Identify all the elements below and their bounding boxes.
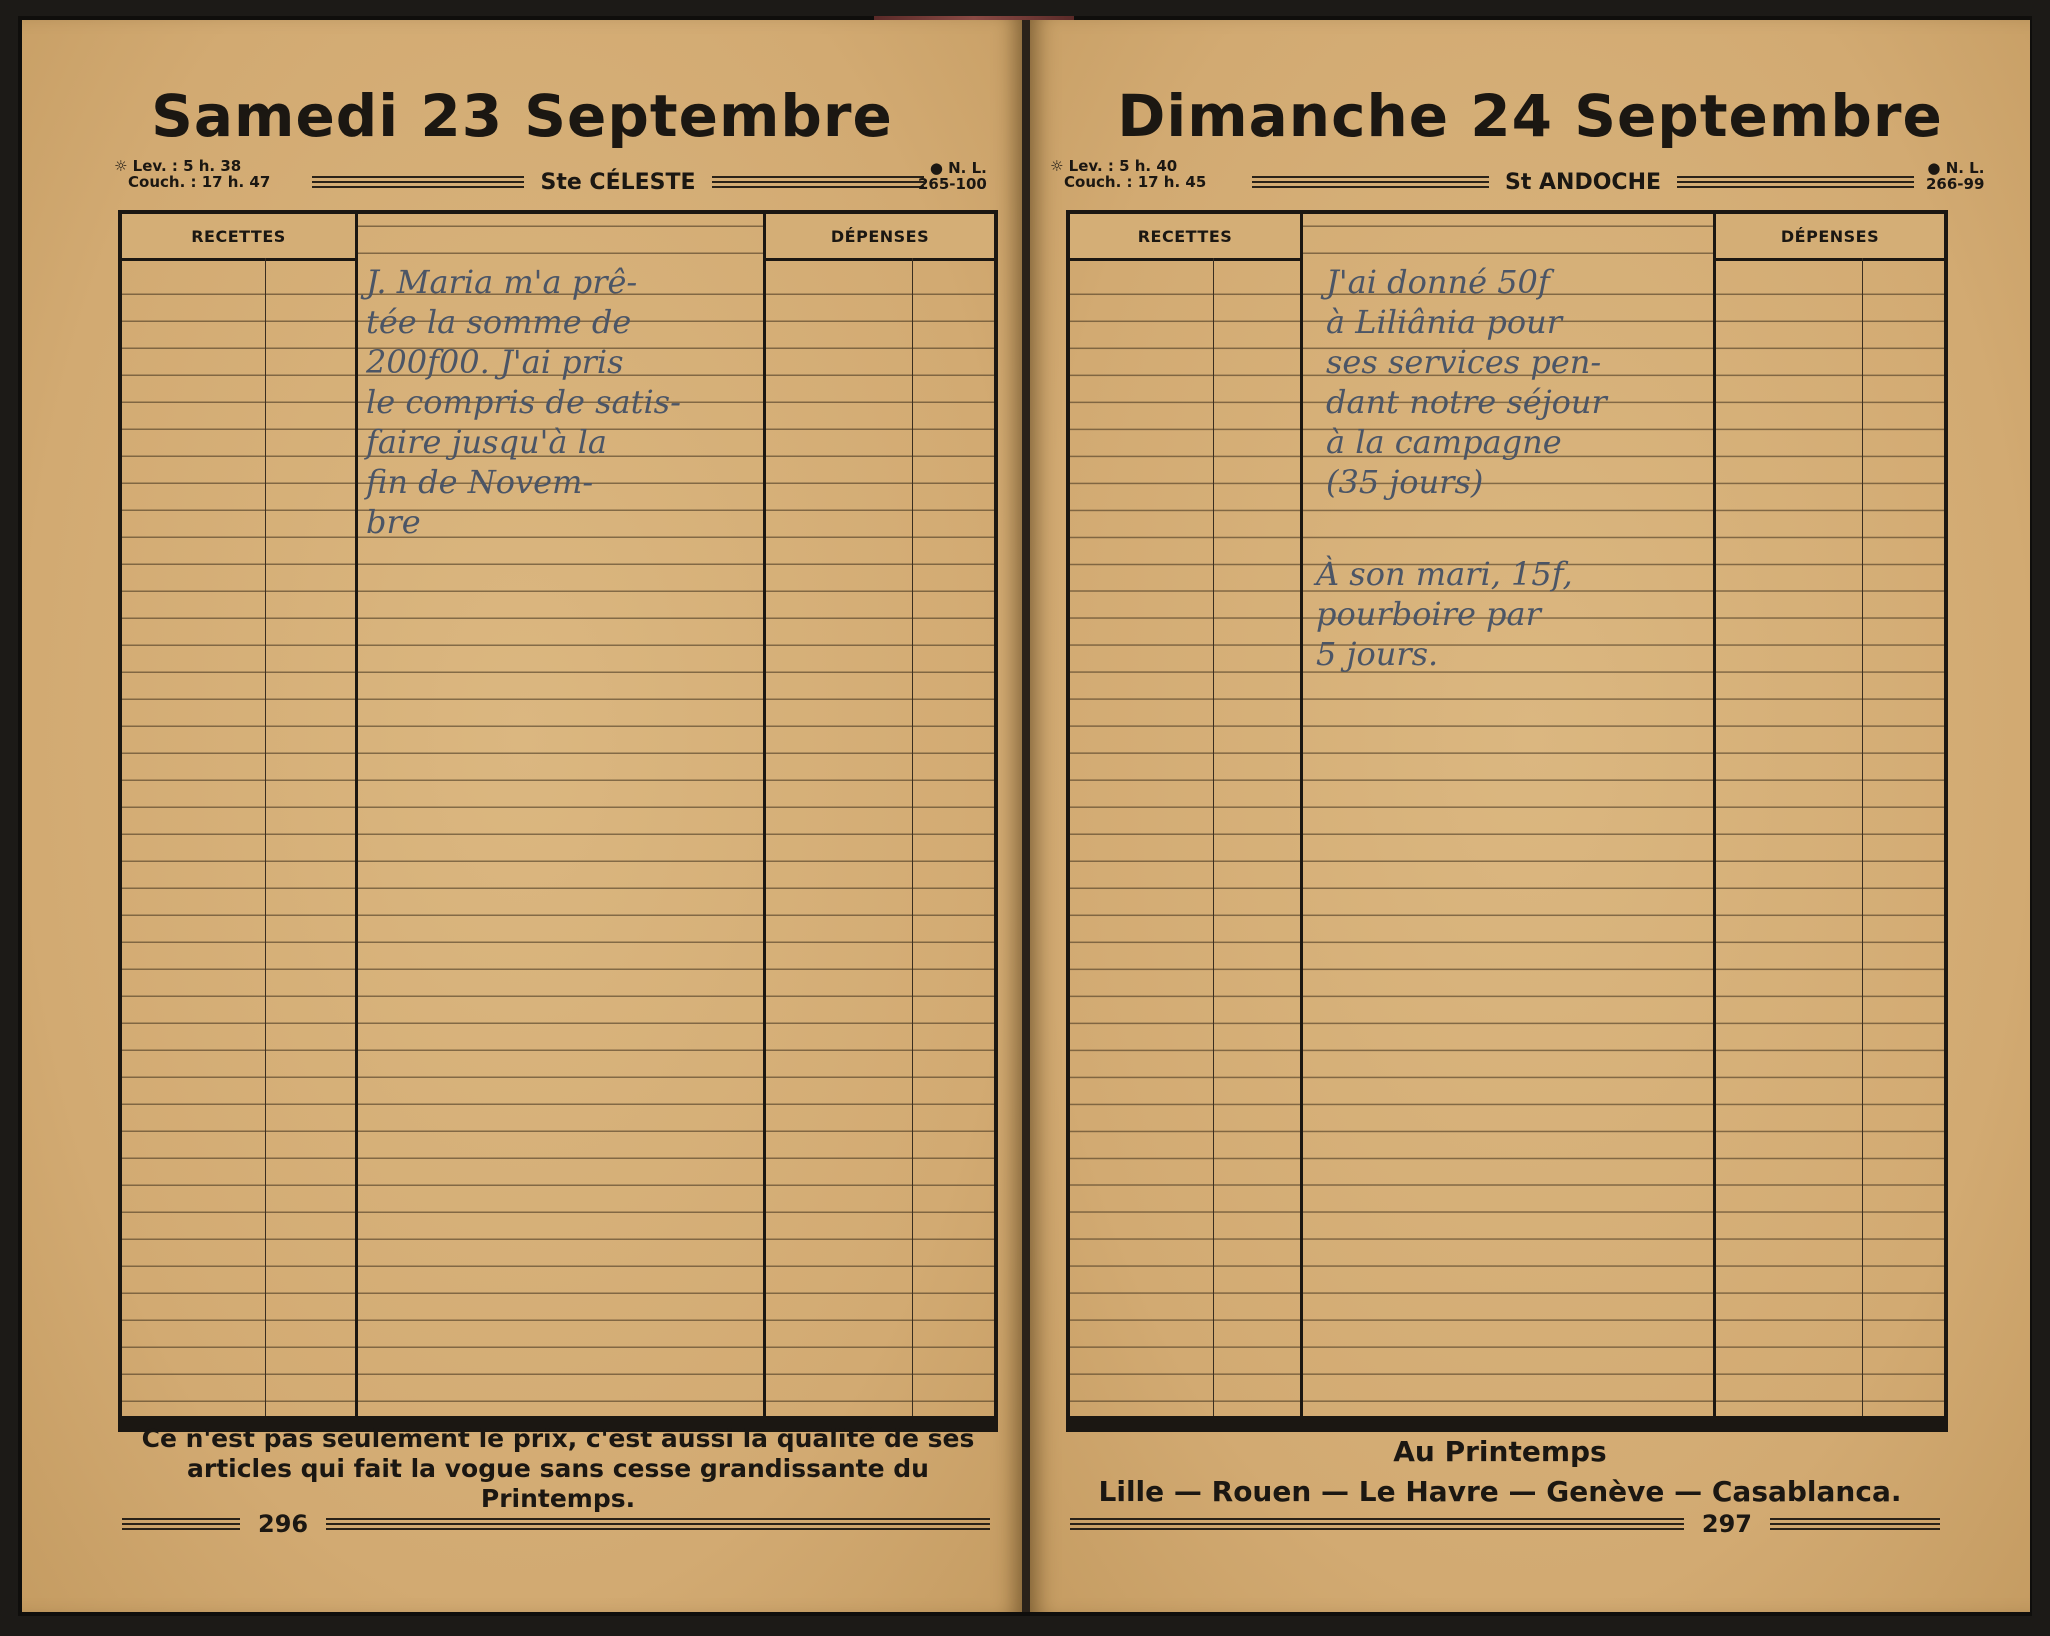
income-column-header: RECETTES <box>1070 214 1300 261</box>
left-day-title: Samedi 23 Septembre <box>151 82 893 150</box>
column-divider <box>1713 214 1716 1416</box>
cents-divider <box>265 258 266 1416</box>
double-rule <box>1677 176 1914 188</box>
double-rule <box>326 1518 990 1530</box>
expenses-column-header: DÉPENSES <box>1716 214 1944 261</box>
handwritten-note: À son mari, 15f, pourboire par 5 jours. <box>1316 555 1573 673</box>
expenses-column-header: DÉPENSES <box>766 214 994 261</box>
right-page <box>1030 20 2030 1612</box>
right-saint-row <box>1252 170 1914 194</box>
column-divider <box>355 214 358 1416</box>
moon-phase: N. L. <box>948 159 987 177</box>
page-number: 297 <box>1701 1510 1752 1538</box>
double-rule <box>1252 176 1489 188</box>
right-sun-times <box>1050 158 1206 190</box>
double-rule <box>712 176 924 188</box>
handwritten-note: J. Maria m'a prê- tée la somme de 200f00. J'ai pris le compris de satis- faire jusqu'à la fin de Novem- bre <box>366 263 681 541</box>
sunset-time: Couch. : 17 h. 45 <box>1064 173 1207 191</box>
double-rule <box>1770 1518 1940 1530</box>
right-footer-cities: Lille — Rouen — Le Havre — Genève — Casablanca. <box>1098 1475 1902 1508</box>
left-page-number-row <box>122 1512 990 1536</box>
column-divider <box>763 214 766 1416</box>
left-footer-slogan: Ce n'est pas seulement le prix, c'est aussi la qualité de ses articles qui fait la vogue sans cesse grandissante du Printemps. <box>141 1424 975 1513</box>
sunset-time: Couch. : 17 h. 47 <box>128 173 271 191</box>
open-diary <box>18 16 2032 1616</box>
double-rule <box>312 176 524 188</box>
left-moon-info <box>918 160 987 192</box>
cents-divider <box>1862 258 1863 1416</box>
left-page <box>22 20 1022 1612</box>
sun-icon: ☼ <box>114 157 133 175</box>
handwritten-note: J'ai donné 50f à Liliânia pour ses services pen- dant notre séjour à la campagne (35 jours) <box>1326 263 1607 501</box>
day-count: 266-99 <box>1926 175 1985 193</box>
right-page-number-row <box>1070 1512 1940 1536</box>
moon-icon: ● <box>1927 159 1946 177</box>
right-footer-store: Au Printemps <box>1393 1435 1607 1468</box>
left-ledger-grid <box>118 210 998 1420</box>
left-sun-times <box>114 158 270 190</box>
page-number: 296 <box>258 1510 309 1538</box>
right-day-title: Dimanche 24 Septembre <box>1117 82 1943 150</box>
double-rule <box>1070 1518 1684 1530</box>
column-divider <box>1300 214 1303 1416</box>
cents-divider <box>912 258 913 1416</box>
income-column-header: RECETTES <box>122 214 355 261</box>
moon-icon: ● <box>929 159 949 177</box>
grid-bottom-bar <box>1066 1420 1948 1432</box>
right-ledger-grid <box>1066 210 1948 1420</box>
sun-icon: ☼ <box>1050 157 1069 175</box>
double-rule <box>122 1518 240 1530</box>
book-gutter <box>1022 20 1030 1612</box>
day-count: 265-100 <box>918 175 987 193</box>
saint-of-day: Ste CÉLESTE <box>540 169 696 195</box>
saint-of-day: St ANDOCHE <box>1505 169 1662 195</box>
left-saint-row <box>312 170 924 194</box>
cents-divider <box>1213 258 1214 1416</box>
sunrise-time: Lev. : 5 h. 38 <box>132 157 242 175</box>
sunrise-time: Lev. : 5 h. 40 <box>1068 157 1178 175</box>
moon-phase: N. L. <box>1945 159 1985 177</box>
right-moon-info <box>1926 160 1984 192</box>
